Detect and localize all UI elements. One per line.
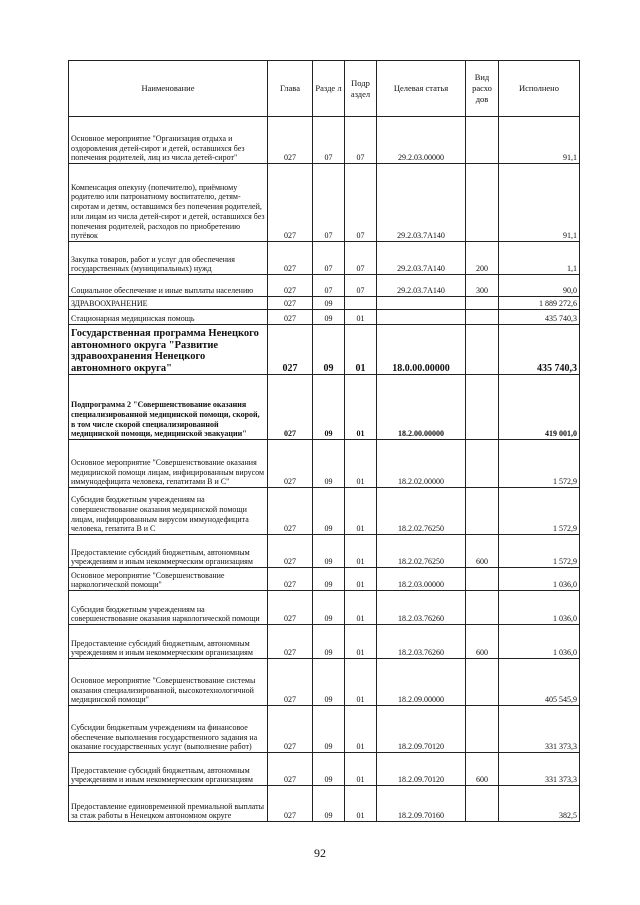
row-executed: 405 545,9 <box>499 659 580 706</box>
row-section: 09 <box>313 488 345 535</box>
row-target: 18.2.09.70160 <box>377 786 466 822</box>
row-section: 09 <box>313 753 345 786</box>
row-chapter: 027 <box>268 325 313 375</box>
row-section: 09 <box>313 297 345 310</box>
row-executed: 382,5 <box>499 786 580 822</box>
row-name: Подпрограмма 2 "Совершенствование оказания специализированной медицинской помощи, скорой, в том числе скорой специализированной медицинской помощи, медицинской эвакуации" <box>69 375 268 440</box>
row-executed: 419 001,0 <box>499 375 580 440</box>
row-exptype <box>466 488 499 535</box>
table-row <box>69 535 580 568</box>
row-executed: 1 889 272,6 <box>499 297 580 310</box>
row-executed: 435 740,3 <box>499 310 580 325</box>
row-section: 07 <box>313 164 345 242</box>
row-chapter: 027 <box>268 297 313 310</box>
row-subsection: 07 <box>345 275 377 297</box>
row-target: 18.2.02.00000 <box>377 440 466 488</box>
row-chapter: 027 <box>268 440 313 488</box>
row-exptype <box>466 297 499 310</box>
row-target: 18.0.00.00000 <box>377 325 466 375</box>
table-row <box>69 310 580 325</box>
table-row <box>69 440 580 488</box>
header-executed: Исполнено <box>499 61 580 117</box>
row-subsection: 07 <box>345 242 377 275</box>
row-executed: 331 373,3 <box>499 706 580 753</box>
row-subsection: 01 <box>345 706 377 753</box>
row-section: 09 <box>313 325 345 375</box>
row-subsection: 01 <box>345 488 377 535</box>
table-row-subprogram <box>69 375 580 440</box>
row-exptype <box>466 117 499 164</box>
row-name: Государственная программа Ненецкого автономного округа "Развитие здравоохранения Ненецкого автономного округа" <box>69 325 268 375</box>
table-row <box>69 706 580 753</box>
header-subsection: Подр аздел <box>345 61 377 117</box>
table-row-program <box>69 325 580 375</box>
row-exptype <box>466 375 499 440</box>
row-name: Компенсация опекуну (попечителю), приёмному родителю или патронатному воспитателю, детям-сиротам и детям, оставшимся без попечения родителей, или лицам из числа детей-сирот и детей, оставшихся без попечения родителей, расходов по приобретению путёвок <box>69 164 268 242</box>
row-chapter: 027 <box>268 242 313 275</box>
row-target: 18.2.03.76260 <box>377 625 466 659</box>
row-target: 18.2.09.70120 <box>377 753 466 786</box>
row-executed: 1 036,0 <box>499 568 580 591</box>
row-name: Субсидия бюджетным учреждениям на совершенствование оказания медицинской помощи лицам, инфицированным вирусом иммунодефицита человека, гепатита В и С <box>69 488 268 535</box>
table-header-row <box>69 61 580 117</box>
table-row <box>69 625 580 659</box>
table-row <box>69 786 580 822</box>
row-name: Предоставление субсидий бюджетным, автономным учреждениям и иным некоммерческим организациям <box>69 753 268 786</box>
row-exptype: 600 <box>466 753 499 786</box>
row-name: Субсидии бюджетным учреждениям на финансовое обеспечение выполнения государственного задания на оказание государственных услуг (выполнение работ) <box>69 706 268 753</box>
row-name: Основное мероприятие "Совершенствование системы оказания специализированной, высокотехнологичной медицинской помощи" <box>69 659 268 706</box>
row-target <box>377 297 466 310</box>
row-chapter: 027 <box>268 786 313 822</box>
row-chapter: 027 <box>268 164 313 242</box>
header-section: Разде л <box>313 61 345 117</box>
row-exptype: 300 <box>466 275 499 297</box>
row-name: Основное мероприятие "Организация отдыха и оздоровления детей-сирот и детей, оставшихся без попечения родителей, лиц из числа детей-сирот" <box>69 117 268 164</box>
row-subsection: 01 <box>345 375 377 440</box>
row-name: ЗДРАВООХРАНЕНИЕ <box>69 297 268 310</box>
row-target: 29.2.03.7А140 <box>377 275 466 297</box>
row-section: 09 <box>313 625 345 659</box>
row-chapter: 027 <box>268 706 313 753</box>
row-chapter: 027 <box>268 625 313 659</box>
row-subsection: 01 <box>345 659 377 706</box>
row-exptype <box>466 568 499 591</box>
row-exptype <box>466 706 499 753</box>
row-target: 18.2.03.76260 <box>377 591 466 625</box>
row-name: Основное мероприятие "Совершенствование оказания медицинской помощи лицам, инфицированным вирусом иммунодефицита человека, гепатитами В и С" <box>69 440 268 488</box>
row-section: 07 <box>313 242 345 275</box>
row-section: 07 <box>313 117 345 164</box>
row-exptype <box>466 310 499 325</box>
row-name: Закупка товаров, работ и услуг для обеспечения государственных (муниципальных) нужд <box>69 242 268 275</box>
row-target: 18.2.09.70120 <box>377 706 466 753</box>
header-target: Целевая статья <box>377 61 466 117</box>
row-subsection: 01 <box>345 568 377 591</box>
row-section: 09 <box>313 591 345 625</box>
row-section: 09 <box>313 659 345 706</box>
row-executed: 1,1 <box>499 242 580 275</box>
row-subsection: 07 <box>345 164 377 242</box>
row-section: 09 <box>313 440 345 488</box>
row-executed: 435 740,3 <box>499 325 580 375</box>
header-exptype: Вид расхо дов <box>466 61 499 117</box>
row-subsection: 01 <box>345 786 377 822</box>
row-section: 09 <box>313 706 345 753</box>
row-target: 29.2.03.7А140 <box>377 242 466 275</box>
row-name: Социальное обеспечение и иные выплаты населению <box>69 275 268 297</box>
row-name: Предоставление субсидий бюджетным, автономным учреждениям и иным некоммерческим организациям <box>69 625 268 659</box>
row-exptype <box>466 786 499 822</box>
row-exptype: 600 <box>466 535 499 568</box>
table-row <box>69 591 580 625</box>
row-name: Предоставление единовременной премиальной выплаты за стаж работы в Ненецком автономном округе <box>69 786 268 822</box>
table-row <box>69 753 580 786</box>
row-exptype: 200 <box>466 242 499 275</box>
row-chapter: 027 <box>268 117 313 164</box>
row-executed: 1 572,9 <box>499 488 580 535</box>
row-executed: 1 572,9 <box>499 535 580 568</box>
table-row <box>69 297 580 310</box>
row-target <box>377 310 466 325</box>
row-exptype <box>466 325 499 375</box>
row-chapter: 027 <box>268 275 313 297</box>
row-target: 29.2.03.7А140 <box>377 164 466 242</box>
row-target: 18.2.02.76250 <box>377 488 466 535</box>
row-subsection: 01 <box>345 535 377 568</box>
row-exptype <box>466 659 499 706</box>
row-name: Предоставление субсидий бюджетным, автономным учреждениям и иным некоммерческим организациям <box>69 535 268 568</box>
row-executed: 331 373,3 <box>499 753 580 786</box>
row-exptype <box>466 440 499 488</box>
row-subsection: 01 <box>345 753 377 786</box>
page-number: 92 <box>314 846 326 860</box>
row-subsection: 01 <box>345 325 377 375</box>
row-chapter: 027 <box>268 659 313 706</box>
row-chapter: 027 <box>268 375 313 440</box>
row-target: 29.2.03.00000 <box>377 117 466 164</box>
table-row <box>69 242 580 275</box>
row-chapter: 027 <box>268 591 313 625</box>
row-chapter: 027 <box>268 488 313 535</box>
row-exptype: 600 <box>466 625 499 659</box>
row-target: 18.2.09.00000 <box>377 659 466 706</box>
row-chapter: 027 <box>268 535 313 568</box>
row-target: 18.2.00.00000 <box>377 375 466 440</box>
row-name: Основное мероприятие "Совершенствование наркологической помощи" <box>69 568 268 591</box>
row-executed: 1 036,0 <box>499 625 580 659</box>
table-row <box>69 659 580 706</box>
row-executed: 91,1 <box>499 164 580 242</box>
row-executed: 1 036,0 <box>499 591 580 625</box>
row-subsection: 01 <box>345 625 377 659</box>
row-exptype <box>466 591 499 625</box>
table-row <box>69 488 580 535</box>
row-subsection <box>345 297 377 310</box>
table-row <box>69 568 580 591</box>
row-subsection: 01 <box>345 591 377 625</box>
row-section: 07 <box>313 275 345 297</box>
row-section: 09 <box>313 568 345 591</box>
row-chapter: 027 <box>268 310 313 325</box>
header-chapter: Глава <box>268 61 313 117</box>
row-name: Субсидия бюджетным учреждениям на совершенствование оказания наркологической помощи <box>69 591 268 625</box>
table-row <box>69 275 580 297</box>
row-chapter: 027 <box>268 753 313 786</box>
row-section: 09 <box>313 310 345 325</box>
row-chapter: 027 <box>268 568 313 591</box>
row-subsection: 01 <box>345 440 377 488</box>
row-section: 09 <box>313 786 345 822</box>
table-row <box>69 117 580 164</box>
row-executed: 90,0 <box>499 275 580 297</box>
table-row <box>69 164 580 242</box>
row-section: 09 <box>313 535 345 568</box>
row-target: 18.2.03.00000 <box>377 568 466 591</box>
budget-table <box>68 60 580 822</box>
row-subsection: 07 <box>345 117 377 164</box>
row-name: Стационарная медицинская помощь <box>69 310 268 325</box>
row-subsection: 01 <box>345 310 377 325</box>
row-target: 18.2.02.76250 <box>377 535 466 568</box>
header-name: Наименование <box>69 61 268 117</box>
row-executed: 1 572,9 <box>499 440 580 488</box>
row-section: 09 <box>313 375 345 440</box>
row-exptype <box>466 164 499 242</box>
row-executed: 91,1 <box>499 117 580 164</box>
